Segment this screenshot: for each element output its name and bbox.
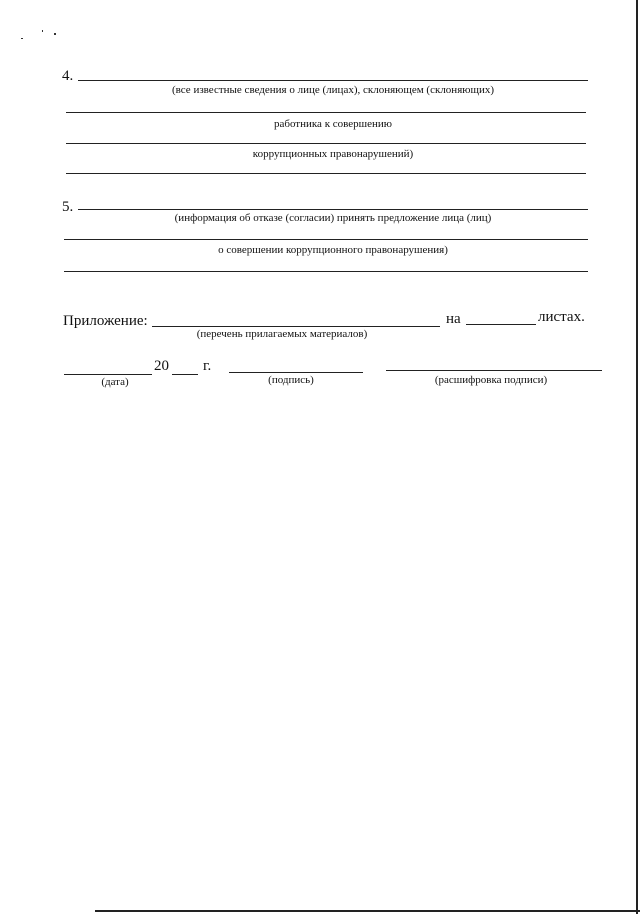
year-prefix: 20 bbox=[154, 358, 169, 374]
item-5-hint-2: о совершении коррупционного правонарушения) bbox=[218, 244, 448, 256]
item-5-line-3[interactable] bbox=[64, 271, 588, 272]
item-4-line-2[interactable] bbox=[66, 112, 586, 113]
date-hint: (дата) bbox=[101, 376, 129, 388]
item-4-line-1[interactable] bbox=[78, 80, 588, 81]
page-right-border bbox=[636, 0, 638, 914]
item-4-hint-3: коррупционных правонарушений) bbox=[252, 148, 414, 160]
item-4-hint-1: (все известные сведения о лице (лицах), склоняющем (склоняющих) bbox=[172, 84, 494, 96]
signature-decode-line[interactable] bbox=[386, 370, 602, 371]
item-5-number: 5. bbox=[62, 199, 74, 215]
attachment-on: на bbox=[446, 311, 461, 327]
item-5-hint-1: (информация об отказе (согласии) принять предложение лица (лиц) bbox=[174, 212, 492, 224]
year-line[interactable] bbox=[172, 374, 198, 375]
page-bottom-border bbox=[95, 910, 640, 912]
item-4-number: 4. bbox=[62, 68, 74, 84]
item-5-line-2[interactable] bbox=[64, 239, 588, 240]
signature-line[interactable] bbox=[229, 372, 363, 373]
date-line[interactable] bbox=[64, 374, 152, 375]
attachment-sheets: листах. bbox=[538, 309, 585, 325]
item-4-hint-2: работника к совершению bbox=[273, 118, 393, 130]
attachment-label: Приложение: bbox=[63, 313, 148, 329]
item-4-line-4[interactable] bbox=[66, 173, 586, 174]
item-4-line-3[interactable] bbox=[66, 143, 586, 144]
attachment-list-line[interactable] bbox=[152, 326, 440, 327]
year-suffix: г. bbox=[203, 358, 212, 374]
scan-speck bbox=[21, 38, 23, 39]
item-5-line-1[interactable] bbox=[78, 209, 588, 210]
scan-speck bbox=[42, 30, 43, 32]
attachment-hint: (перечень прилагаемых материалов) bbox=[196, 328, 368, 340]
scan-speck bbox=[54, 33, 56, 35]
signature-hint: (подпись) bbox=[268, 374, 314, 386]
signature-decode-hint: (расшифровка подписи) bbox=[434, 374, 548, 386]
attachment-sheets-line[interactable] bbox=[466, 324, 536, 325]
